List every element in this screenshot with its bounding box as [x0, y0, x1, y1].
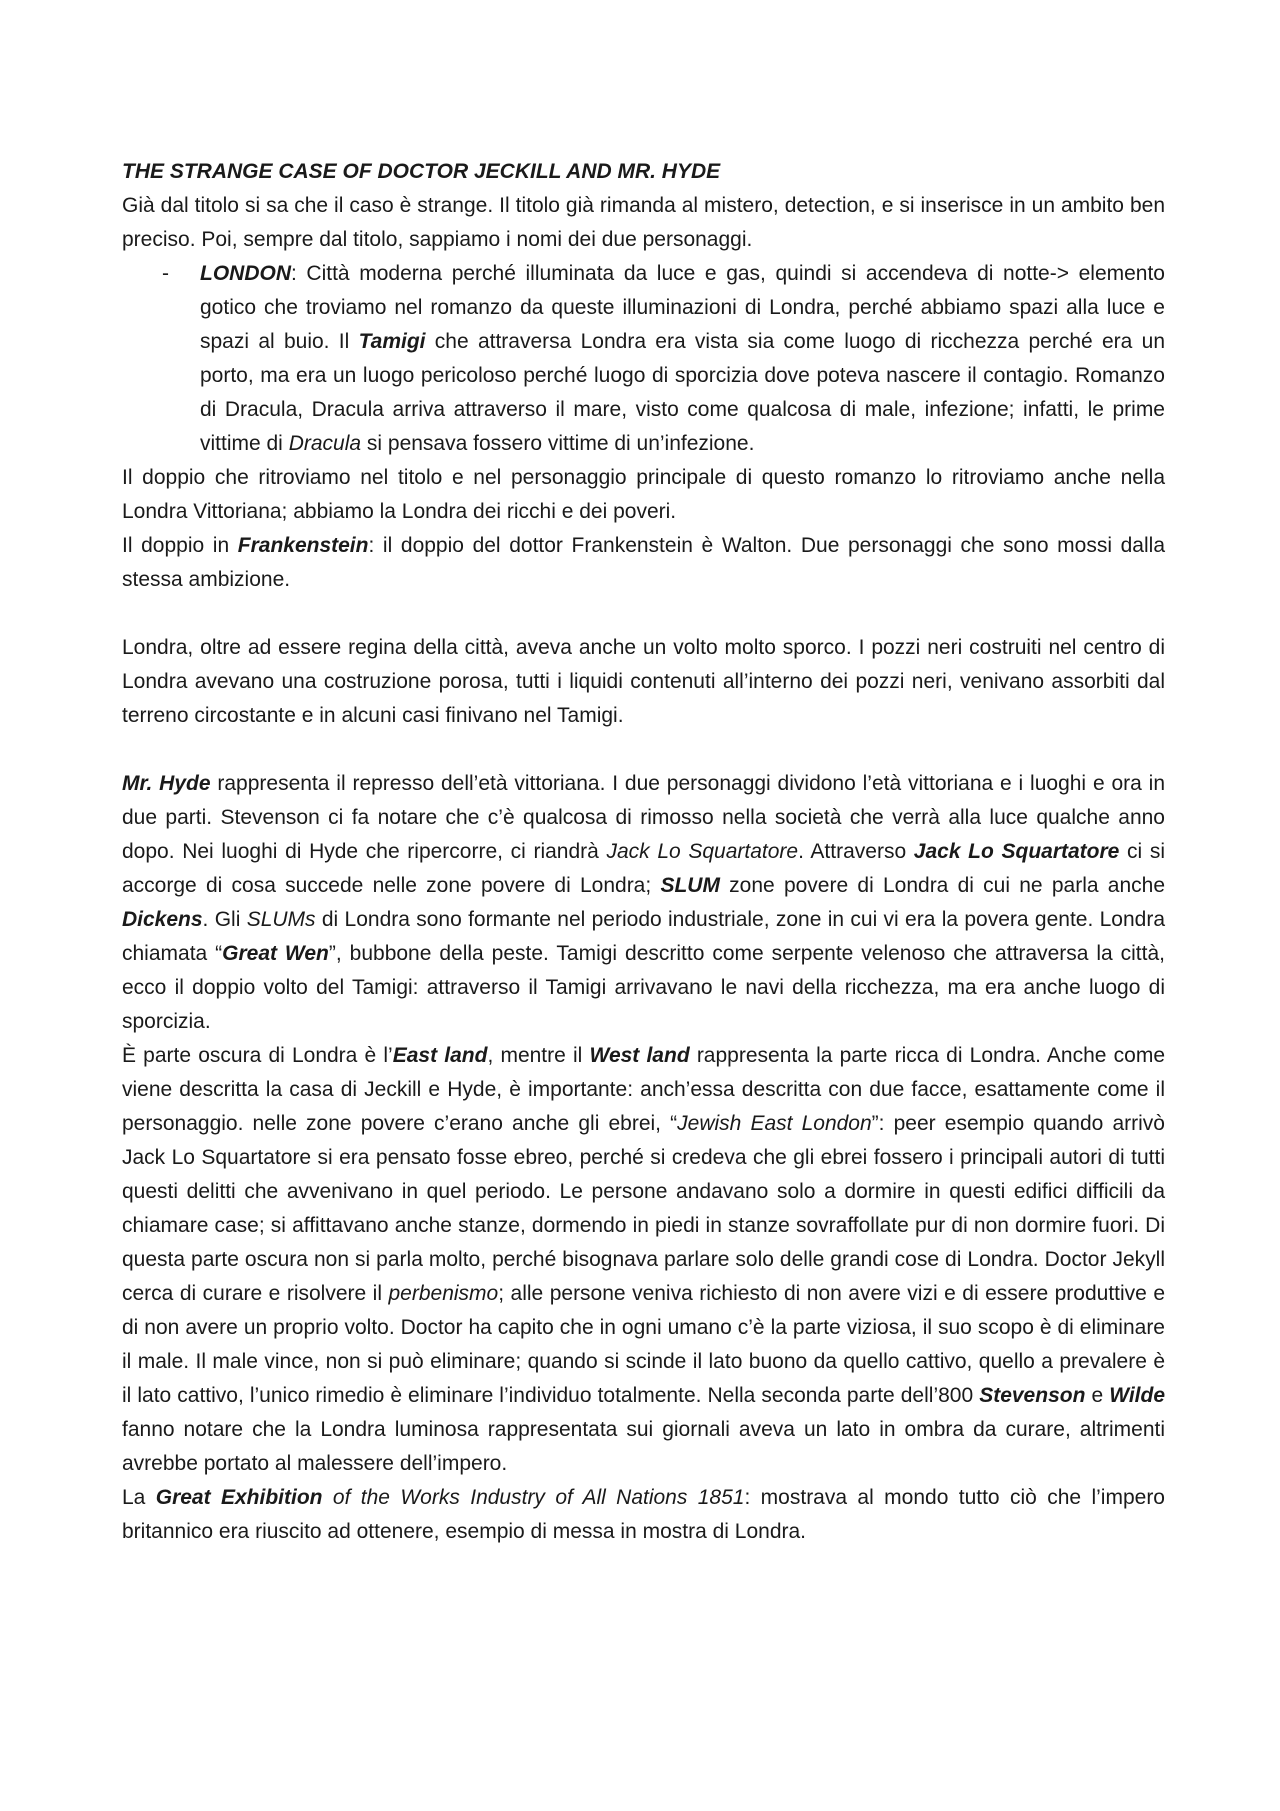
paragraph-intro: Già dal titolo si sa che il caso è strange. Il titolo già rimanda al mistero, detection, e si inserisce in un ambito ben preciso. Poi, sempre dal titolo, sappiamo i nomi dei due personaggi.: [122, 194, 1165, 251]
term-dickens: Dickens: [122, 908, 203, 931]
term-tamigi: Tamigi: [358, 330, 426, 353]
blank-line: [122, 597, 1165, 631]
term-london: LONDON: [200, 262, 291, 285]
term-mr-hyde: Mr. Hyde: [122, 772, 211, 795]
term-west-land: West land: [589, 1044, 690, 1067]
paragraph-east-land: È parte oscura di Londra è l’East land, mentre il West land rappresenta la parte ricca di Londra. Anche come viene descritta la casa di Jeckill e Hyde, è importante: anch’essa descritta con due facce, esattamente come il personaggio. nelle zone povere c’erano anche gli ebrei, “Jewish East London”: peer esempio quando arrivò Jack Lo Squartatore si era pensato fosse ebreo, perché si credeva che gli ebrei fossero i principali autori di tutti questi delitti che avvenivano in quel periodo. Le persone andavano solo a dormire in questi edifici difficili da chiamare case; si affittavano anche stanze, dormendo in piedi in stanze sovraffollate pur di non dormire fuori. Di questa parte oscura non si parla molto, perché bisognava parlare solo delle grandi cose di Londra. Doctor Jekyll cerca di curare e risolvere il perbenismo; alle persone veniva richiesto di non avere vizi e di essere produttive e di non avere un proprio volto. Doctor ha capito che in ogni umano c’è la parte viziosa, il suo scopo è di eliminare il male. Il male vince, non si può eliminare; quando si scinde il lato buono da quello cattivo, quello a prevalere è il lato cattivo, l’unico rimedio è eliminare l’individuo totalmente. Nella seconda parte dell’800 Stevenson e Wilde fanno notare che la Londra luminosa rappresentata sui giornali aveva un lato in ombra da curare, altrimenti avrebbe portato al malessere dell’impero.: [122, 1044, 1165, 1475]
bullet-item-london: - LONDON: Città moderna perché illuminata da luce e gas, quindi si accendeva di notte-> elemento gotico che troviamo nel romanzo da queste illuminazioni di Londra, perché abbiamo spazi alla luce e spazi al buio. Il Tamigi che attraversa Londra era vista sia come luogo di ricchezza perché era un porto, ma era un luogo pericoloso perché luogo di sporcizia dove poteva nascere il contagio. Romanzo di Dracula, Dracula arriva attraverso il mare, visto come qualcosa di male, infezione; infatti, le prime vittime di Dracula si pensava fossero vittime di un’infezione.: [122, 257, 1165, 461]
term-jewish-east-london: Jewish East London: [677, 1112, 872, 1135]
paragraph-mr-hyde: Mr. Hyde rappresenta il represso dell’età vittoriana. I due personaggi dividono l’età vittoriana e i luoghi e ora in due parti. Stevenson ci fa notare che c’è qualcosa di rimosso nella società che verrà alla luce qualche anno dopo. Nei luoghi di Hyde che ripercorre, ci riandrà Jack Lo Squartatore. Attraverso Jack Lo Squartatore ci si accorge di cosa succede nelle zone povere di Londra; SLUM zone povere di Londra di cui ne parla anche Dickens. Gli SLUMs di Londra sono formante nel periodo industriale, zone in cui vi era la povera gente. Londra chiamata “Great Wen”, bubbone della peste. Tamigi descritto come serpente velenoso che attraversa la città, ecco il doppio volto del Tamigi: attraverso il Tamigi arrivavano le navi della ricchezza, ma era anche luogo di sporcizia.: [122, 772, 1166, 1033]
paragraph-pozzi-neri: Londra, oltre ad essere regina della città, aveva anche un volto molto sporco. I pozzi neri costruiti nel centro di Londra avevano una costruzione porosa, tutti i liquidi contenuti all’interno dei pozzi neri, venivano assorbiti dal terreno circostante e in alcuni casi finivano nel Tamigi.: [122, 636, 1165, 727]
term-perbenismo: perbenismo: [388, 1282, 499, 1305]
term-dracula: Dracula: [288, 432, 362, 455]
term-stevenson: Stevenson: [979, 1384, 1086, 1407]
term-jack-bold: Jack Lo Squartatore: [913, 840, 1120, 863]
document-title: THE STRANGE CASE OF DOCTOR JECKILL AND MR. HYDE: [122, 160, 721, 183]
term-great-exhibition: Great Exhibition: [155, 1486, 323, 1509]
bullet-dash: -: [162, 262, 169, 285]
term-wilde: Wilde: [1109, 1384, 1165, 1407]
term-slum: SLUM: [660, 874, 720, 897]
paragraph-great-exhibition: La Great Exhibition of the Works Industry of All Nations 1851: mostrava al mondo tutto ciò che l’impero britannico era riuscito ad ottenere, esempio di messa in mostra di Londra.: [122, 1486, 1165, 1543]
paragraph-doppio-frankenstein: Il doppio in Frankenstein: il doppio del dottor Frankenstein è Walton. Due personaggi che sono mossi dalla stessa ambizione.: [122, 534, 1165, 591]
blank-line: [122, 733, 1165, 767]
term-slums: SLUMs: [246, 908, 316, 931]
term-east-land: East land: [392, 1044, 488, 1067]
term-frankenstein: Frankenstein: [237, 534, 369, 557]
paragraph-doppio-londra: Il doppio che ritroviamo nel titolo e nel personaggio principale di questo romanzo lo ritroviamo anche nella Londra Vittoriana; abbiamo la Londra dei ricchi e dei poveri.: [122, 466, 1165, 523]
term-works-industry: of the Works Industry of All Nations 1851: [322, 1486, 745, 1509]
term-jack-italic: Jack Lo Squartatore: [606, 840, 799, 863]
term-great-wen: Great Wen: [222, 942, 329, 965]
